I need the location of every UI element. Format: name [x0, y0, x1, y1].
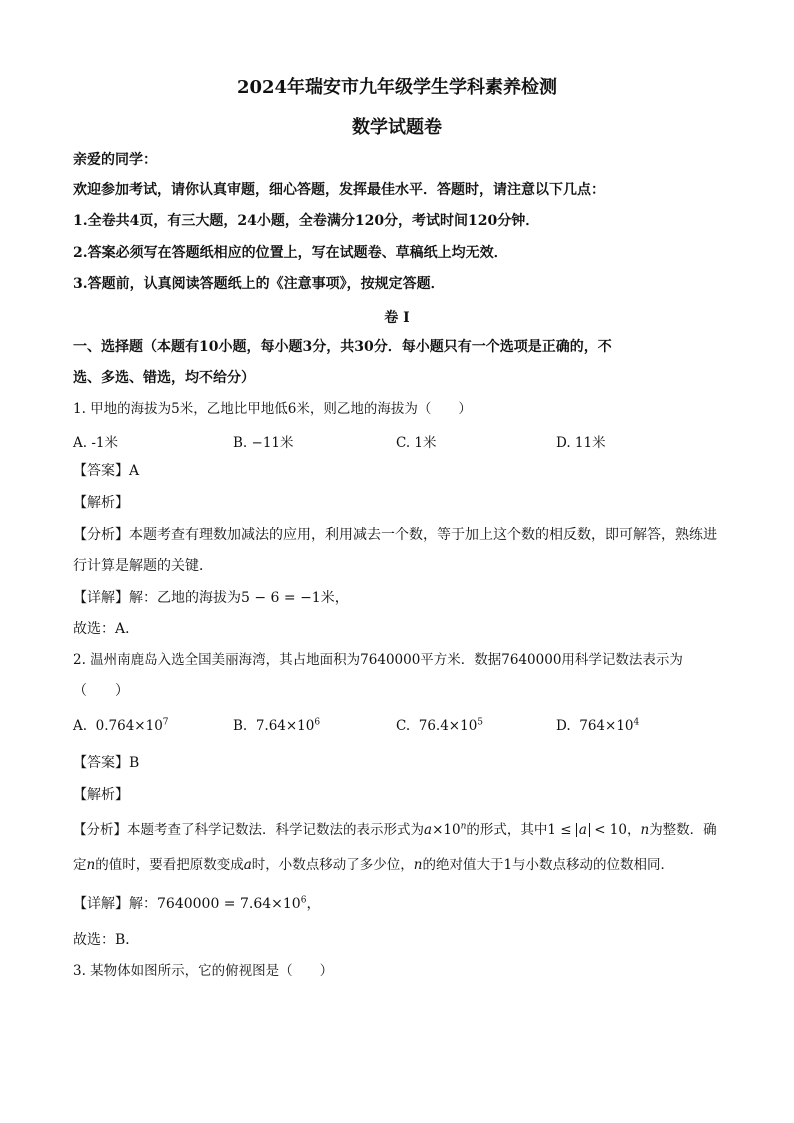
page-title: 2024年瑞安市九年级学生学科素养检测 [236, 77, 558, 98]
q2-answer: 【答案】B [73, 755, 140, 771]
q2-option-d: D. $764\times 10^4$ [556, 717, 640, 734]
q2-stem-line2: （ ） [73, 683, 129, 699]
q1-analysis-tag: 【解析】 [73, 495, 129, 511]
q2-option-b: B. $7.64\times 10^6$ [233, 717, 321, 734]
q1-detail: 【详解】解：乙地的海拔为5 − 6 = −1米， [73, 590, 349, 606]
note-3: 3.答题前，认真阅读答题纸上的《注意事项》，按规定答题． [73, 276, 445, 292]
note-2: 2.答案必须写在答题纸相应的位置上，写在试题卷、草稿纸上均无效． [73, 245, 508, 261]
q2-analysis-line2: 定n的值时，要看把原数变成a时，小数点移动了多少位，n的绝对值大于1与小数点移动的位数相同． [73, 857, 675, 873]
q2-analysis-tag: 【解析】 [73, 787, 129, 803]
page-subtitle: 数学试题卷 [352, 117, 442, 138]
q2-analysis-line1: 【分析】本题考查了科学记数法．科学记数法的表示形式为$a\times 10^n$的形式，其中1 ≤ a < 10，n为整数．确 [73, 821, 717, 838]
q1-option-c: C. 1米 [396, 435, 437, 451]
q1-analysis-line1: 【分析】本题考查有理数加减法的应用，利用减去一个数，等于加上这个数的相反数，即可解答，熟练进 [73, 527, 717, 543]
q2-choose: 故选：B． [73, 932, 140, 948]
q2-option-c: C. $76.4\times 10^5$ [396, 717, 484, 734]
q2-option-a: A. $0.764\times 10^7$ [73, 717, 169, 734]
section-heading-line1: 一、选择题（本题有10小题，每小题3分，共30分．每小题只有一个选项是正确的，不 [73, 339, 612, 355]
q1-analysis-line2: 行计算是解题的关键． [73, 558, 213, 574]
q1-option-a: A. -1米 [73, 435, 118, 451]
q1-choose: 故选：A． [73, 621, 140, 637]
section-heading-line2: 选、多选、错选，均不给分） [73, 370, 255, 386]
q1-answer: 【答案】A [73, 463, 140, 479]
q3-stem: 3. 某物体如图所示，它的俯视图是（ ） [73, 963, 334, 979]
greeting: 亲爱的同学： [73, 152, 157, 168]
volume-label: 卷 I [384, 310, 410, 326]
q1-option-b: B. −11米 [233, 435, 294, 451]
q1-stem: 1. 甲地的海拔为5米，乙地比甲地低6米，则乙地的海拔为（ ） [73, 401, 472, 417]
q2-stem-line1: 2. 温州南鹿岛入选全国美丽海湾，其占地面积为7640000平方米．数据7640000用科学记数法表示为 [73, 652, 683, 668]
welcome-text: 欢迎参加考试，请你认真审题，细心答题，发挥最佳水平．答题时，请注意以下几点： [73, 182, 605, 198]
q1-option-d: D. 11米 [556, 435, 606, 451]
note-1: 1.全卷共4页，有三大题，24小题，全卷满分120分，考试时间120分钟． [73, 213, 540, 229]
q2-detail: 【详解】解：$7640000 = 7.64\times 10^6$， [73, 895, 321, 912]
